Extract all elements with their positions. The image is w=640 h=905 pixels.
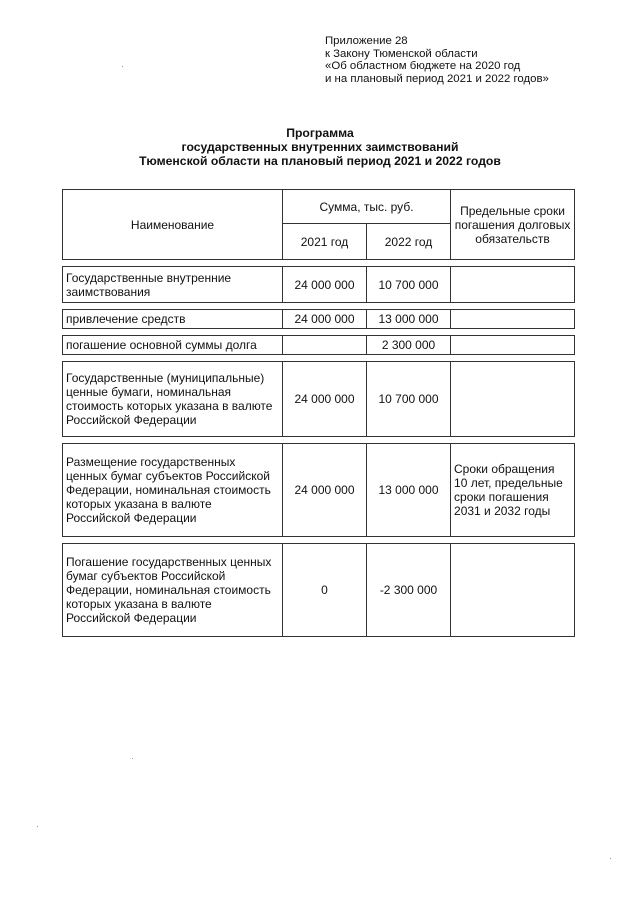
row-terms (451, 310, 575, 329)
table-row (63, 444, 575, 537)
table-row (63, 362, 575, 437)
title-line: Тюменской области на плановый период 2021 и 2022 годов (139, 154, 501, 168)
row-name: привлечение средств (63, 310, 283, 329)
row-value-2022: 2 300 000 (367, 336, 451, 355)
title-line: Программа (286, 126, 354, 140)
table-row (63, 310, 575, 329)
borrowing-program-table (62, 189, 575, 637)
row-value-2021: 24 000 000 (283, 267, 367, 303)
row-value-2021 (283, 336, 367, 355)
row-name: Государственные внутренние заимствования (63, 267, 283, 303)
row-name: погашение основной суммы долга (63, 336, 283, 355)
row-terms (451, 362, 575, 437)
table-spacer (63, 329, 575, 336)
header-year-2021: 2021 год (283, 224, 367, 260)
scan-speck (132, 758, 133, 759)
document-title (0, 126, 640, 168)
header-name: Наименование (63, 190, 283, 260)
table-spacer (63, 437, 575, 444)
table-row (63, 336, 575, 355)
table-row (63, 267, 575, 303)
table-spacer (63, 303, 575, 310)
scan-speck (37, 826, 38, 827)
row-value-2022: 13 000 000 (367, 310, 451, 329)
appendix-line: «Об областном бюджете на 2020 год (325, 60, 521, 73)
row-value-2021: 0 (283, 544, 367, 637)
row-value-2022: -2 300 000 (367, 544, 451, 637)
row-terms (451, 544, 575, 637)
row-terms: Сроки обращения 10 лет, предельные сроки погашения 2031 и 2032 годы (451, 444, 575, 537)
header-terms: Предельные сроки погашения долговых обязательств (451, 190, 575, 260)
table-spacer (63, 355, 575, 362)
row-value-2021: 24 000 000 (283, 362, 367, 437)
appendix-line: Приложение 28 (325, 35, 408, 47)
row-name: Государственные (муниципальные) ценные бумаги, номинальная стоимость которых указана в валюте Российской Федерации (63, 362, 283, 437)
appendix-line: к Закону Тюменской области (325, 47, 478, 60)
scan-speck (122, 66, 123, 67)
header-row (63, 190, 575, 224)
row-value-2021: 24 000 000 (283, 444, 367, 537)
row-value-2021: 24 000 000 (283, 310, 367, 329)
table-spacer (63, 537, 575, 544)
row-value-2022: 10 700 000 (367, 267, 451, 303)
row-value-2022: 10 700 000 (367, 362, 451, 437)
appendix-line: и на плановый период 2021 и 2022 годов» (325, 72, 549, 85)
table-spacer (63, 260, 575, 267)
row-terms (451, 267, 575, 303)
header-sum: Сумма, тыс. руб. (283, 190, 451, 224)
row-terms (451, 336, 575, 355)
appendix-note (325, 35, 549, 85)
header-year-2022: 2022 год (367, 224, 451, 260)
scan-speck (610, 858, 611, 859)
row-name: Погашение государственных ценных бумаг субъектов Российской Федерации, номинальная стоимость которых указана в валюте Российской Федерации (63, 544, 283, 637)
row-name: Размещение государственных ценных бумаг субъектов Российской Федерации, номинальная стоимость которых указана в валюте Российской Федерации (63, 444, 283, 537)
row-value-2022: 13 000 000 (367, 444, 451, 537)
table-row (63, 544, 575, 637)
title-line: государственных внутренних заимствований (181, 140, 459, 154)
